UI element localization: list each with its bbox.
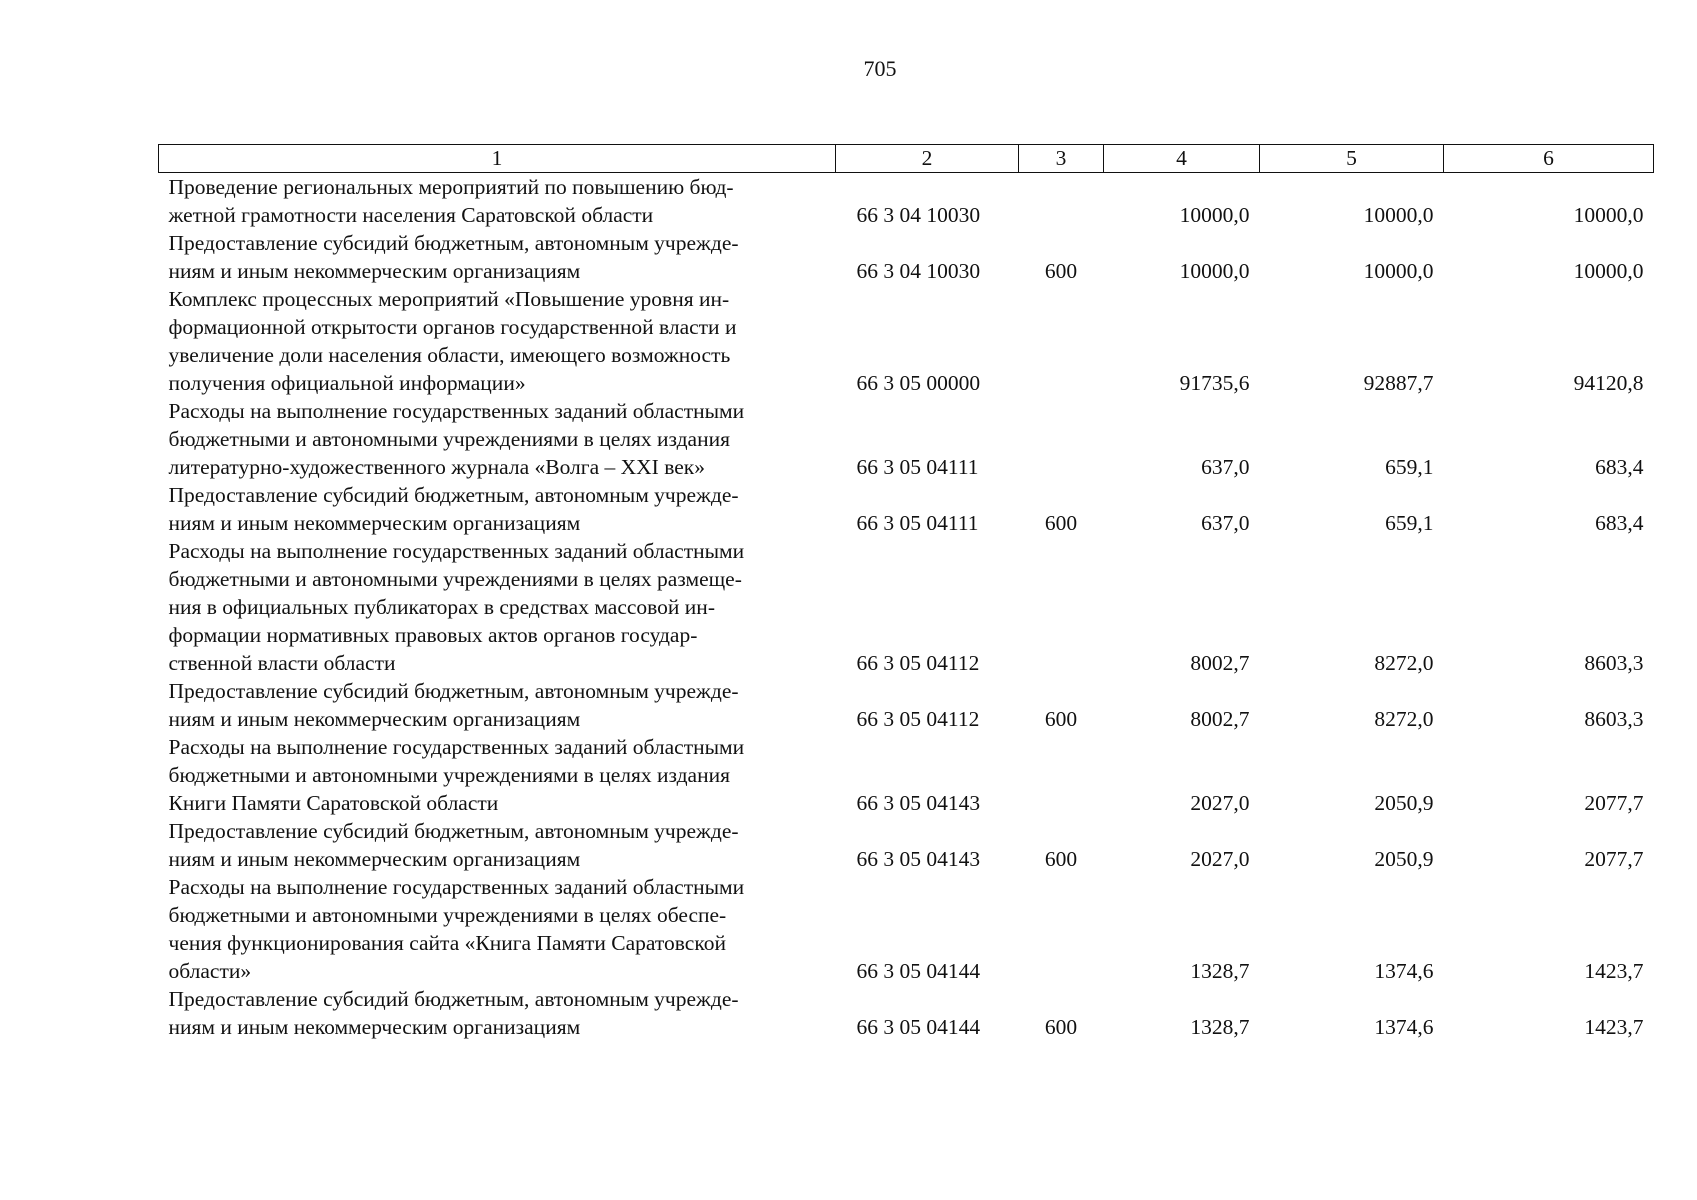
row-type xyxy=(1019,285,1104,397)
row-value-4: 8002,7 xyxy=(1190,651,1250,675)
table-row xyxy=(159,229,1654,285)
row-value-5: 10000,0 xyxy=(1363,259,1434,283)
row-code: 66 3 05 04112 xyxy=(856,707,980,731)
row-code: 66 3 05 00000 xyxy=(856,371,981,395)
row-type: 600 xyxy=(1044,1015,1078,1039)
row-code: 66 3 05 04144 xyxy=(856,959,981,983)
row-type: 600 xyxy=(1044,511,1078,535)
table-row xyxy=(159,537,1654,677)
column-header-5: 5 xyxy=(1260,145,1444,173)
row-name: Комплекс процессных мероприятий «Повышение уровня ин- формационной открытости органов государственной власти и увеличение доли населения области, имеющего возможность получения официальной информации» xyxy=(168,287,737,395)
row-value-4: 8002,7 xyxy=(1190,707,1250,731)
row-value-5: 1374,6 xyxy=(1374,1015,1434,1039)
column-header-2: 2 xyxy=(836,145,1019,173)
row-code: 66 3 04 10030 xyxy=(856,259,981,283)
row-value-4: 91735,6 xyxy=(1179,371,1250,395)
row-value-6: 1423,7 xyxy=(1584,1015,1644,1039)
page-number: 705 xyxy=(863,56,897,81)
table-row xyxy=(159,733,1654,817)
row-value-6: 683,4 xyxy=(1595,455,1644,479)
table-body xyxy=(159,173,1654,1042)
row-value-5: 8272,0 xyxy=(1374,651,1434,675)
row-value-5: 2050,9 xyxy=(1374,847,1434,871)
row-value-6: 1423,7 xyxy=(1584,959,1644,983)
table-row xyxy=(159,985,1654,1041)
row-code: 66 3 04 10030 xyxy=(856,203,981,227)
column-header-6: 6 xyxy=(1444,145,1654,173)
row-type xyxy=(1019,733,1104,817)
row-value-6: 10000,0 xyxy=(1573,259,1644,283)
column-header-4: 4 xyxy=(1104,145,1260,173)
row-name: Расходы на выполнение государственных заданий областными бюджетными и автономными учреждениями в целях обеспе- чения функционирования сайта «Книга Памяти Саратовской области» xyxy=(168,875,745,983)
row-code: 66 3 05 04144 xyxy=(856,1015,981,1039)
row-value-6: 2077,7 xyxy=(1584,847,1644,871)
row-value-5: 8272,0 xyxy=(1374,707,1434,731)
row-value-5: 659,1 xyxy=(1385,511,1434,535)
row-code: 66 3 05 04111 xyxy=(856,511,979,535)
table-row xyxy=(159,285,1654,397)
row-value-4: 637,0 xyxy=(1201,455,1250,479)
row-type: 600 xyxy=(1044,259,1078,283)
row-value-6: 10000,0 xyxy=(1573,203,1644,227)
row-name: Предоставление субсидий бюджетным, автономным учрежде- ниям и иным некоммерческим организациям xyxy=(168,819,739,871)
row-value-4: 2027,0 xyxy=(1190,847,1250,871)
table-row xyxy=(159,873,1654,985)
row-value-6: 8603,3 xyxy=(1584,707,1644,731)
row-value-4: 1328,7 xyxy=(1190,959,1250,983)
row-code: 66 3 05 04143 xyxy=(856,791,981,815)
row-value-5: 92887,7 xyxy=(1363,371,1434,395)
table-header xyxy=(159,145,1654,173)
row-name: Расходы на выполнение государственных заданий областными бюджетными и автономными учреждениями в целях размеще- ния в официальных публикаторах в средствах массовой ин- формации нормативных правовых актов органов государ- ственной власти области xyxy=(168,539,745,675)
column-header-1: 1 xyxy=(159,145,836,173)
row-value-5: 659,1 xyxy=(1385,455,1434,479)
row-code: 66 3 05 04112 xyxy=(856,651,980,675)
row-value-4: 10000,0 xyxy=(1179,203,1250,227)
row-value-6: 94120,8 xyxy=(1573,371,1644,395)
row-name: Предоставление субсидий бюджетным, автономным учрежде- ниям и иным некоммерческим организациям xyxy=(168,231,739,283)
row-value-4: 10000,0 xyxy=(1179,259,1250,283)
row-name: Проведение региональных мероприятий по повышению бюд- жетной грамотности населения Саратовской области xyxy=(168,175,734,227)
row-type xyxy=(1019,397,1104,481)
row-value-5: 1374,6 xyxy=(1374,959,1434,983)
row-type xyxy=(1019,537,1104,677)
row-value-5: 10000,0 xyxy=(1363,203,1434,227)
row-type: 600 xyxy=(1044,707,1078,731)
table-row xyxy=(159,481,1654,537)
row-value-6: 8603,3 xyxy=(1584,651,1644,675)
row-value-6: 2077,7 xyxy=(1584,791,1644,815)
table-row xyxy=(159,677,1654,733)
row-value-5: 2050,9 xyxy=(1374,791,1434,815)
row-code: 66 3 05 04143 xyxy=(856,847,981,871)
row-value-4: 1328,7 xyxy=(1190,1015,1250,1039)
row-name: Расходы на выполнение государственных заданий областными бюджетными и автономными учреждениями в целях издания литературно-художественного журнала «Волга – XXI век» xyxy=(168,399,745,479)
budget-table xyxy=(158,144,1654,1041)
row-type: 600 xyxy=(1044,847,1078,871)
table-row xyxy=(159,173,1654,230)
row-name: Предоставление субсидий бюджетным, автономным учрежде- ниям и иным некоммерческим организациям xyxy=(168,987,739,1039)
row-name: Предоставление субсидий бюджетным, автономным учрежде- ниям и иным некоммерческим организациям xyxy=(168,483,739,535)
row-value-4: 637,0 xyxy=(1201,511,1250,535)
table-row xyxy=(159,817,1654,873)
row-value-4: 2027,0 xyxy=(1190,791,1250,815)
table-row xyxy=(159,397,1654,481)
row-name: Расходы на выполнение государственных заданий областными бюджетными и автономными учреждениями в целях издания Книги Памяти Саратовской области xyxy=(168,735,745,815)
row-code: 66 3 05 04111 xyxy=(856,455,979,479)
row-name: Предоставление субсидий бюджетным, автономным учрежде- ниям и иным некоммерческим организациям xyxy=(168,679,739,731)
row-type xyxy=(1019,173,1104,230)
row-value-6: 683,4 xyxy=(1595,511,1644,535)
column-header-3: 3 xyxy=(1019,145,1104,173)
row-type xyxy=(1019,873,1104,985)
